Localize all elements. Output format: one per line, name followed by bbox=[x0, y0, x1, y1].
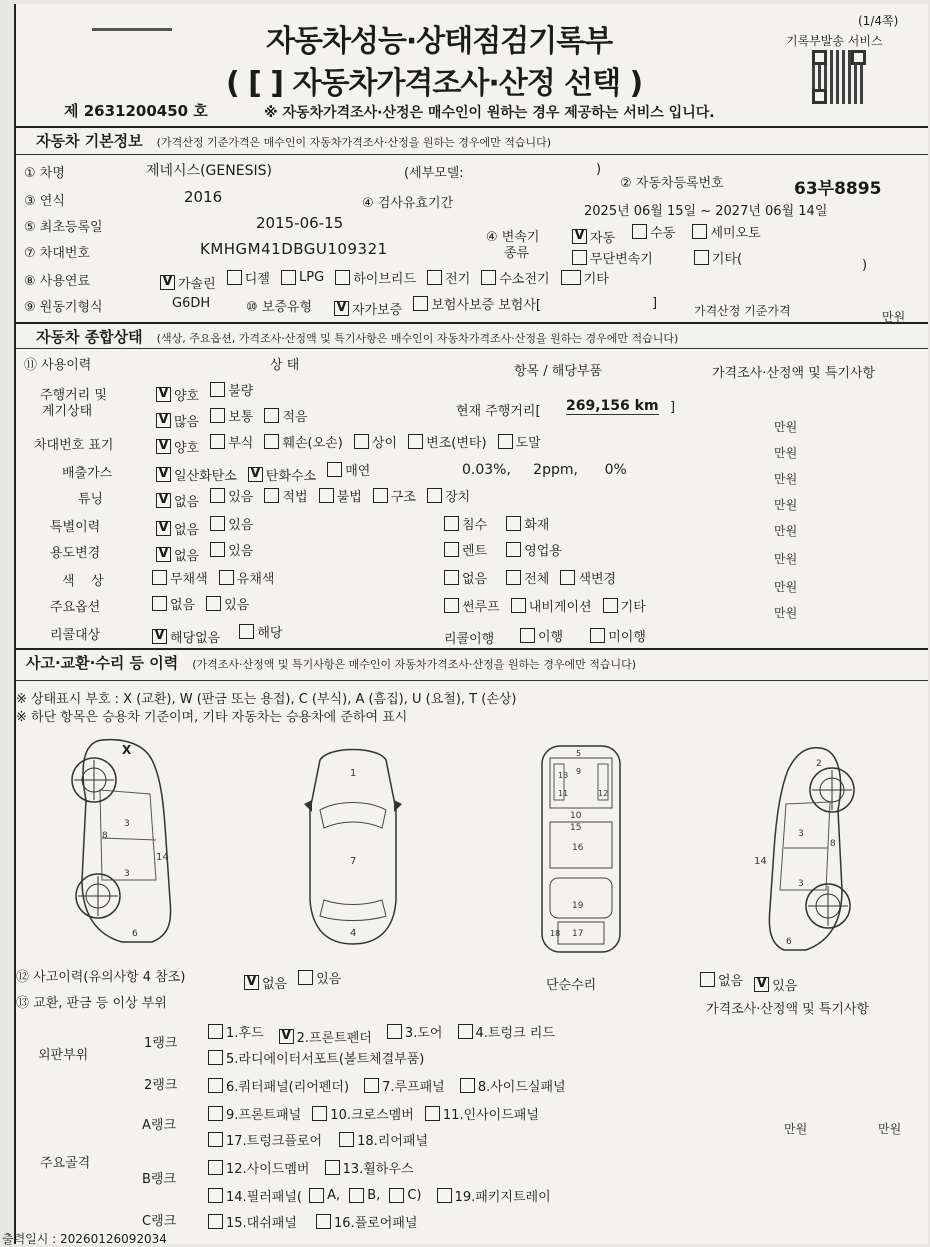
color-full-checkbox[interactable] bbox=[506, 570, 521, 585]
basic-header: 자동차 기본정보 (가격산정 기준가격은 매수인이 자동차가격조사·산정을 원하는 경우에만 적습니다) bbox=[36, 132, 551, 150]
fuel-other-checkbox[interactable] bbox=[561, 270, 581, 285]
color-change-checkbox[interactable] bbox=[560, 570, 575, 585]
color-label: 색 상 bbox=[62, 574, 104, 589]
mileage-row-2: V 많음 보통 적음 bbox=[156, 406, 314, 430]
first-reg: 2015-06-15 bbox=[256, 214, 344, 232]
part-rear-panel-checkbox[interactable] bbox=[339, 1132, 354, 1147]
col-state: 상 태 bbox=[270, 358, 300, 373]
diagram-mark-4: 4 bbox=[350, 928, 357, 939]
rank-c-row: 15.대쉬패널 16.플로어패널 bbox=[208, 1212, 423, 1233]
title-main: 자동차성능·상태점검기록부 bbox=[266, 24, 613, 59]
diagram-mark-9: 9 bbox=[576, 767, 582, 776]
plate-smeared-checkbox[interactable] bbox=[498, 434, 513, 449]
vin: KMHGM41DBGU109321 bbox=[200, 240, 388, 258]
col-history: ⑪ 사용이력 bbox=[24, 358, 92, 373]
option-sunroof-checkbox[interactable] bbox=[444, 598, 459, 613]
tuning-yes-checkbox[interactable] bbox=[210, 488, 225, 503]
tuning-options: V 없음 있음 적법 불법 구조 장치 bbox=[156, 486, 476, 510]
part-floor-panel-checkbox[interactable] bbox=[316, 1214, 331, 1229]
diagram-mark-3d: 3 bbox=[798, 879, 804, 889]
rank-2-row: 6.쿼터패널(리어펜더) 7.루프패널 8.사이드실패널 bbox=[208, 1076, 572, 1097]
usage-none-checkbox[interactable]: V bbox=[156, 547, 171, 562]
inspect-label: ④ 검사유효기간 bbox=[362, 196, 454, 211]
rank-b-row-1: 12.사이드멤버 13.휠하우스 bbox=[208, 1158, 419, 1179]
diagram-mark-19: 19 bbox=[572, 901, 584, 911]
usage-items: 렌트 영업용 bbox=[444, 540, 568, 561]
fuel-diesel-checkbox[interactable] bbox=[227, 270, 242, 285]
engine-label: ⑨ 원동기형식 bbox=[24, 300, 103, 315]
emission-values: 0.03%, 2ppm, 0% bbox=[462, 462, 627, 478]
tuning-structure-checkbox[interactable] bbox=[373, 488, 388, 503]
option-options: 없음 있음 bbox=[152, 594, 255, 615]
warranty-options: V 자가보증 보험사보증 보험사[ bbox=[334, 294, 547, 318]
accident-none-checkbox[interactable]: V bbox=[244, 975, 259, 990]
diagram-mark-1: 1 bbox=[350, 768, 357, 779]
diagram-mark-8a: 8 bbox=[102, 831, 108, 841]
recall-do-options: 이행 미이행 bbox=[520, 626, 652, 647]
fuel-lpg-checkbox[interactable] bbox=[281, 270, 296, 285]
emission-label: 배출가스 bbox=[62, 466, 113, 481]
rank-c-label: C랭크 bbox=[142, 1214, 177, 1229]
diagram-mark-5: 5 bbox=[576, 749, 582, 758]
inspect-period: 2025년 06월 15일 ~ 2027년 06월 14일 bbox=[584, 204, 828, 219]
option-items: 썬루프 내비게이션 기타 bbox=[444, 596, 652, 617]
doc-notice: ※ 자동차가격조사·산정은 매수인이 원하는 경우 제공하는 서비스 입니다. bbox=[264, 105, 715, 121]
special-none-checkbox[interactable]: V bbox=[156, 521, 171, 536]
status-header: 자동차 종합상태 (색상, 주요옵션, 가격조사·산정액 및 특기사항은 매수인이 자동차가격조사·산정을 원하는 경우에만 적습니다) bbox=[36, 328, 679, 346]
accident-history-options: V 없음 있음 bbox=[244, 968, 347, 992]
recall-na-checkbox[interactable]: V bbox=[152, 629, 167, 644]
fuel-label: ⑧ 사용연료 bbox=[24, 274, 91, 289]
part-trunk-lid-checkbox[interactable] bbox=[458, 1024, 473, 1039]
diagram-mark-16: 16 bbox=[572, 843, 584, 853]
rank-1-row-2: 5.라디에이터서포트(볼트체결부품) bbox=[208, 1048, 430, 1069]
car-right-view bbox=[750, 740, 870, 960]
simple-repair-label: 단순수리 bbox=[546, 978, 597, 993]
diagram-mark-17: 17 bbox=[572, 929, 584, 939]
trans-cvt-checkbox[interactable] bbox=[572, 250, 587, 265]
col-item: 항목 / 해당부품 bbox=[514, 364, 602, 379]
part-quarter-panel-checkbox[interactable] bbox=[208, 1078, 223, 1093]
part-cross-member-checkbox[interactable] bbox=[312, 1106, 327, 1121]
color-chromatic-checkbox[interactable] bbox=[219, 570, 234, 585]
tuning-unit: 만원 bbox=[774, 498, 798, 512]
option-none-checkbox[interactable] bbox=[152, 596, 167, 611]
diagram-mark-12: 12 bbox=[598, 789, 609, 798]
mileage-current-label: 현재 주행거리[ bbox=[456, 404, 541, 419]
trans-other-close: ) bbox=[862, 258, 868, 273]
rank-a-row-2: 17.트렁크플로어 18.리어패널 bbox=[208, 1130, 434, 1151]
price-basis-label: 가격산정 기준가격 bbox=[694, 304, 791, 318]
rank-a-row-1: 9.프론트패널 10.크로스멤버 11.인사이드패널 bbox=[208, 1104, 545, 1125]
year: 2016 bbox=[184, 188, 223, 206]
part-package-tray-checkbox[interactable] bbox=[437, 1188, 452, 1203]
trans-other-checkbox[interactable] bbox=[694, 250, 709, 265]
tuning-legal-checkbox[interactable] bbox=[264, 488, 279, 503]
warranty-self-checkbox[interactable]: V bbox=[334, 301, 349, 316]
diagram-mark-3b: 3 bbox=[124, 869, 130, 879]
option-other-checkbox[interactable] bbox=[603, 598, 618, 613]
mileage-row-1: V 양호 불량 bbox=[156, 380, 259, 404]
accident-yes-checkbox[interactable] bbox=[298, 970, 313, 985]
recall-notdone-checkbox[interactable] bbox=[590, 628, 605, 643]
rank-b-label: B랭크 bbox=[142, 1172, 177, 1187]
simple-none-checkbox[interactable] bbox=[700, 972, 715, 987]
color-none-checkbox[interactable] bbox=[444, 570, 459, 585]
mileage-label-1: 주행거리 및 bbox=[40, 388, 107, 403]
special-fire-checkbox[interactable] bbox=[506, 516, 521, 531]
parts-price-label: 가격조사·산정액 및 특기사항 bbox=[706, 1002, 870, 1017]
car-name: 제네시스(GENESIS) bbox=[146, 163, 272, 179]
diagram-mark-10: 10 bbox=[570, 811, 582, 821]
tuning-device-checkbox[interactable] bbox=[427, 488, 442, 503]
title-sub: ( [ ] 자동차가격조사·산정 선택 ) bbox=[226, 66, 643, 101]
reg-no: 63부8895 bbox=[794, 179, 882, 199]
trans-row-2: 무단변속기 기타( bbox=[572, 248, 748, 269]
color-options: 무채색 유채색 bbox=[152, 568, 280, 589]
special-unit: 만원 bbox=[774, 524, 798, 538]
decor-line bbox=[92, 28, 172, 31]
car-top-view bbox=[298, 740, 408, 950]
trans-label-2: 종류 bbox=[504, 246, 530, 261]
part-side-member-checkbox[interactable] bbox=[208, 1160, 223, 1175]
car-frame-view bbox=[536, 738, 626, 960]
color-items: 없음 전체 색변경 bbox=[444, 568, 622, 589]
usage-rent-checkbox[interactable] bbox=[444, 542, 459, 557]
part-pillar-a-checkbox[interactable] bbox=[309, 1188, 324, 1203]
diagram-mark-6b: 6 bbox=[786, 937, 792, 947]
mileage-high-checkbox[interactable]: V bbox=[156, 413, 171, 428]
mileage-value: 269,156 km bbox=[566, 398, 659, 414]
diagram-mark-14b: 14 bbox=[754, 856, 767, 867]
trans-row-1: V 자동 수동 세미오토 bbox=[572, 222, 767, 246]
trans-auto-checkbox[interactable]: V bbox=[572, 229, 587, 244]
detail-model-label: (세부모델: bbox=[404, 166, 464, 181]
recall-do-label: 리콜이행 bbox=[444, 632, 495, 647]
mileage-label-2: 계기상태 bbox=[42, 404, 93, 419]
reg-no-label: ② 자동차등록번호 bbox=[620, 176, 724, 191]
plate-altered-checkbox[interactable] bbox=[408, 434, 423, 449]
tuning-label: 튜닝 bbox=[78, 492, 104, 507]
fuel-electric-checkbox[interactable] bbox=[427, 270, 442, 285]
special-label: 특별이력 bbox=[50, 520, 101, 535]
mileage-low-checkbox[interactable] bbox=[264, 408, 279, 423]
part-roof-panel-checkbox[interactable] bbox=[364, 1078, 379, 1093]
plate-unit: 만원 bbox=[774, 446, 798, 460]
recall-done-checkbox[interactable] bbox=[520, 628, 535, 643]
legend-1: ※ 상태표시 부호 : X (교환), W (판금 또는 용접), C (부식), A (흠집), U (요철), T (손상) bbox=[16, 692, 517, 707]
simple-repair-options: 없음 V 있음 bbox=[700, 970, 803, 994]
plate-differ-checkbox[interactable] bbox=[354, 434, 369, 449]
diagram-mark-6a: 6 bbox=[132, 929, 138, 939]
diagram-mark-8b: 8 bbox=[830, 839, 836, 849]
color-unit: 만원 bbox=[774, 580, 798, 594]
diagram-mark-18: 18 bbox=[550, 929, 561, 938]
part-trunk-floor-checkbox[interactable] bbox=[208, 1132, 223, 1147]
diagram-mark-7: 7 bbox=[350, 856, 357, 867]
fuel-gasoline-checkbox[interactable]: V bbox=[160, 275, 175, 290]
plate-label: 차대번호 표기 bbox=[34, 438, 114, 453]
usage-business-checkbox[interactable] bbox=[506, 542, 521, 557]
parts-unit-2: 만원 bbox=[878, 1122, 902, 1136]
diagram-mark-3c: 3 bbox=[798, 829, 804, 839]
part-door-checkbox[interactable] bbox=[387, 1024, 402, 1039]
special-yes-checkbox[interactable] bbox=[210, 516, 225, 531]
first-reg-label: ⑤ 최초등록일 bbox=[24, 220, 103, 235]
plate-corrosion-checkbox[interactable] bbox=[210, 434, 225, 449]
option-unit: 만원 bbox=[774, 606, 798, 620]
outer-label: 외판부위 bbox=[38, 1048, 89, 1063]
color-achromatic-checkbox[interactable] bbox=[152, 570, 167, 585]
recall-yes-checkbox[interactable] bbox=[239, 624, 254, 639]
special-items: 침수 화재 bbox=[444, 514, 555, 535]
car-name-label: ① 차명 bbox=[24, 166, 65, 181]
vin-label: ⑦ 차대번호 bbox=[24, 246, 91, 261]
qr-code-icon bbox=[812, 50, 866, 104]
part-wheel-house-checkbox[interactable] bbox=[325, 1160, 340, 1175]
usage-options: V 없음 있음 bbox=[156, 540, 259, 564]
emission-co-checkbox[interactable]: V bbox=[156, 467, 171, 482]
mileage-mid-checkbox[interactable] bbox=[210, 408, 225, 423]
rank-2-label: 2랭크 bbox=[144, 1078, 178, 1093]
parts-unit-1: 만원 bbox=[784, 1122, 808, 1136]
option-label: 주요옵션 bbox=[50, 600, 101, 615]
diagram-mark-x: X bbox=[122, 743, 132, 757]
tuning-illegal-checkbox[interactable] bbox=[319, 488, 334, 503]
plate-damage-checkbox[interactable] bbox=[264, 434, 279, 449]
usage-label: 용도변경 bbox=[50, 546, 101, 561]
usage-yes-checkbox[interactable] bbox=[210, 542, 225, 557]
diagram-mark-15: 15 bbox=[570, 823, 582, 833]
part-hood-checkbox[interactable] bbox=[208, 1024, 223, 1039]
inspection-sheet bbox=[2, 4, 928, 1246]
engine: G6DH bbox=[172, 296, 211, 311]
diagram-mark-2: 2 bbox=[816, 759, 822, 769]
emission-options: V 일산화탄소 V 탄화수소 매연 bbox=[156, 460, 376, 484]
part-front-panel-checkbox[interactable] bbox=[208, 1106, 223, 1121]
accident-history-label: ⑫ 사고이력(유의사항 4 참조) bbox=[16, 970, 186, 985]
special-options: V 없음 있음 bbox=[156, 514, 259, 538]
part-pillar-c-checkbox[interactable] bbox=[389, 1188, 404, 1203]
part-side-sill-checkbox[interactable] bbox=[460, 1078, 475, 1093]
mileage-unit: 만원 bbox=[774, 420, 798, 434]
plate-good-checkbox[interactable]: V bbox=[156, 439, 171, 454]
price-basis-unit: 만원 bbox=[882, 310, 906, 324]
part-inside-panel-checkbox[interactable] bbox=[425, 1106, 440, 1121]
option-navi-checkbox[interactable] bbox=[511, 598, 526, 613]
part-pillar-panel-checkbox[interactable] bbox=[208, 1188, 223, 1203]
rank-1-row-1: 1.후드 V 2.프론트펜더 3.도어 4.트렁크 리드 bbox=[208, 1022, 561, 1046]
accident-header: 사고·교환·수리 등 이력 (가격조사·산정액 및 특기사항은 매수인이 자동차가격조사·산정을 원하는 경우에만 적습니다) bbox=[26, 654, 637, 672]
emission-hc-checkbox[interactable]: V bbox=[248, 467, 263, 482]
part-dash-panel-checkbox[interactable] bbox=[208, 1214, 223, 1229]
rank-1-label: 1랭크 bbox=[144, 1036, 178, 1051]
car-left-view bbox=[52, 730, 202, 952]
print-date: 출력일시 : 20260126092034 bbox=[2, 1232, 167, 1246]
emission-unit: 만원 bbox=[774, 472, 798, 486]
rank-b-row-2: 14.필러패널( A, B, C) 19.패키지트레이 bbox=[208, 1186, 557, 1207]
special-flood-checkbox[interactable] bbox=[444, 516, 459, 531]
emission-smoke-checkbox[interactable] bbox=[327, 462, 342, 477]
mileage-close: ] bbox=[670, 400, 676, 415]
parts-label: ⑬ 교환, 판금 등 이상 부위 bbox=[16, 996, 167, 1011]
trans-semi-checkbox[interactable] bbox=[692, 224, 707, 239]
service-label: 기록부발송 서비스 bbox=[786, 34, 883, 48]
diagram-mark-13: 13 bbox=[558, 771, 569, 780]
option-yes-checkbox[interactable] bbox=[206, 596, 221, 611]
diagram-mark-3a: 3 bbox=[124, 819, 130, 829]
part-radiator-support-checkbox[interactable] bbox=[208, 1050, 223, 1065]
diagram-mark-11: 11 bbox=[558, 789, 569, 798]
fuel-hybrid-checkbox[interactable] bbox=[335, 270, 350, 285]
warranty-close: ] bbox=[652, 296, 658, 311]
year-label: ③ 연식 bbox=[24, 194, 65, 209]
diagram-mark-14a: 14 bbox=[156, 852, 169, 863]
recall-options: V 해당없음 해당 bbox=[152, 622, 288, 646]
legend-2: ※ 하단 항목은 승용차 기준이며, 기타 자동차는 승용차에 준하여 표시 bbox=[16, 710, 408, 725]
fuel-hydrogen-checkbox[interactable] bbox=[481, 270, 496, 285]
part-front-fender-checkbox[interactable]: V bbox=[279, 1029, 294, 1044]
mileage-bad-checkbox[interactable] bbox=[210, 382, 225, 397]
plate-options: V 양호 부식 훼손(오손) 상이 변조(변타) 도말 bbox=[156, 432, 547, 456]
trans-label: ④ 변속기 bbox=[486, 230, 540, 245]
mileage-good-checkbox[interactable]: V bbox=[156, 387, 171, 402]
part-pillar-b-checkbox[interactable] bbox=[349, 1188, 364, 1203]
rank-a-label: A랭크 bbox=[142, 1118, 177, 1133]
page-number: (1/4쪽) bbox=[858, 14, 899, 28]
usage-unit: 만원 bbox=[774, 552, 798, 566]
simple-yes-checkbox[interactable]: V bbox=[754, 977, 769, 992]
frame-label: 주요골격 bbox=[40, 1156, 91, 1171]
doc-number: 제 2631200450 호 bbox=[64, 102, 208, 120]
tuning-none-checkbox[interactable]: V bbox=[156, 493, 171, 508]
col-price: 가격조사·산정액 및 특기사항 bbox=[712, 366, 876, 381]
warranty-label: ⑩ 보증유형 bbox=[246, 300, 313, 315]
detail-model-close: ) bbox=[596, 162, 602, 177]
fuel-options: V 가솔린 디젤 LPG 하이브리드 전기 수소전기 기타 bbox=[160, 268, 615, 292]
recall-label: 리콜대상 bbox=[50, 628, 101, 643]
warranty-insurer-checkbox[interactable] bbox=[413, 296, 428, 311]
trans-manual-checkbox[interactable] bbox=[632, 224, 647, 239]
